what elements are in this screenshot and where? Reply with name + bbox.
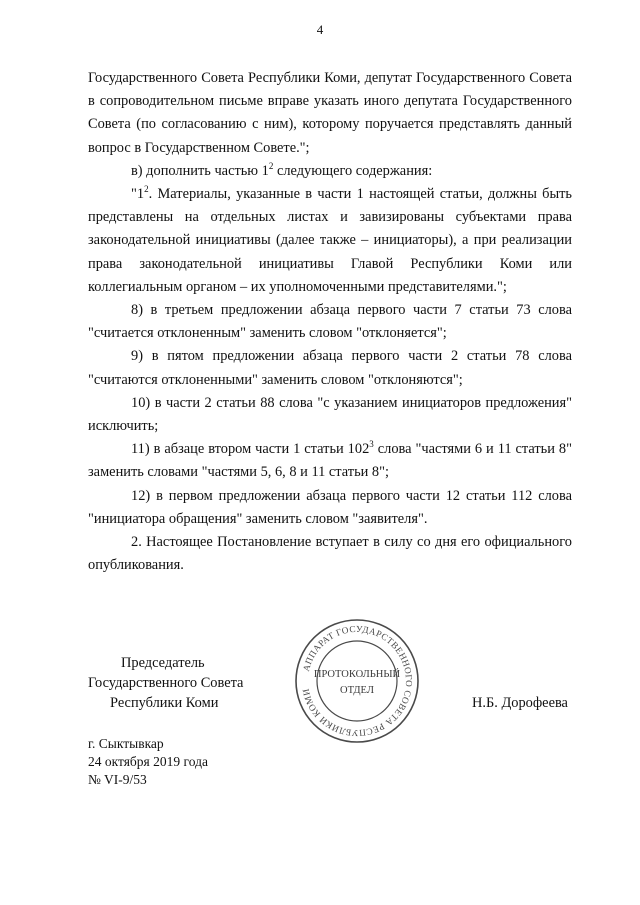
signatory-title-line2: Государственного Совета: [88, 675, 244, 691]
stamp-center-line1: ПРОТОКОЛЬНЫЙ: [313, 669, 401, 680]
footer-city: г. Сыктывкар: [88, 736, 164, 751]
paragraph-continuation: Государственного Совета Республики Коми, депутат Государственного Совета в сопроводительном письме вправе указать иного депутата Государственного Совета (по согласованию с ним), которому поручается представлять данный вопрос в Государственном Совете.";: [88, 70, 572, 156]
footer-number: № VI-9/53: [88, 772, 147, 787]
stamp-outer-ring: [296, 620, 418, 742]
official-stamp: [293, 617, 421, 745]
signatory-title-line3: Республики Коми: [110, 695, 219, 711]
paragraph-item-9: 9) в пятом предложении абзаца первого части 2 статьи 78 слова "считаются отклоненными" заменить словом "отклоняются";: [88, 348, 572, 388]
paragraph-text: в) дополнить частью 1: [131, 162, 269, 179]
paragraph-item-12: 12) в первом предложении абзаца первого части 12 статьи 112 слова "инициатора обращения" заменить словом "заявителя".: [88, 487, 572, 527]
signatory-title-line1: Председатель: [121, 655, 205, 671]
stamp-inner-ring: [317, 641, 397, 721]
stamp-ring-text: АППАРАТ ГОСУДАРСТВЕННОГО СОВЕТА РЕСПУБЛИКИ КОМИ: [300, 623, 415, 739]
paragraph-effective-date: 2. Настоящее Постановление вступает в силу со дня его официального опубликования.: [88, 534, 572, 574]
document-footer: [88, 735, 208, 789]
paragraph-text: слова "частями 6 и 11 статьи 8" заменить словами "частями 5, 6, 8 и 11 статьи 8";: [88, 441, 572, 481]
paragraph-item-8: 8) в третьем предложении абзаца первого части 7 статьи 73 слова "считается отклоненным" заменить словом "отклоняется";: [88, 302, 572, 342]
paragraph-text: следующего содержания:: [273, 162, 433, 179]
signatory-name: Н.Б. Дорофеева: [472, 695, 568, 711]
paragraph-text: . Материалы, указанные в части 1 настоящей статьи, должны быть представлены на отдельных листах и завизированы субъектами права законодательной инициативы (далее также – инициаторы), а при реализации права законодательной инициативы Главой Республики Коми или коллегиальным органом – их уполномоченными представителями.";: [88, 186, 572, 295]
paragraph-text: "1: [131, 186, 145, 203]
superscript: 2: [144, 184, 149, 195]
paragraph-item-10: 10) в части 2 статьи 88 слова "с указанием инициаторов предложения" исключить;: [88, 394, 572, 435]
page-number: 4: [316, 22, 324, 37]
stamp-center-line2: ОТДЕЛ: [340, 685, 374, 696]
superscript: 3: [369, 439, 374, 450]
paragraph-text: 11) в абзаце втором части 1 статьи 102: [131, 441, 370, 458]
footer-date: 24 октября 2019 года: [88, 754, 208, 769]
superscript: 2: [268, 161, 274, 172]
